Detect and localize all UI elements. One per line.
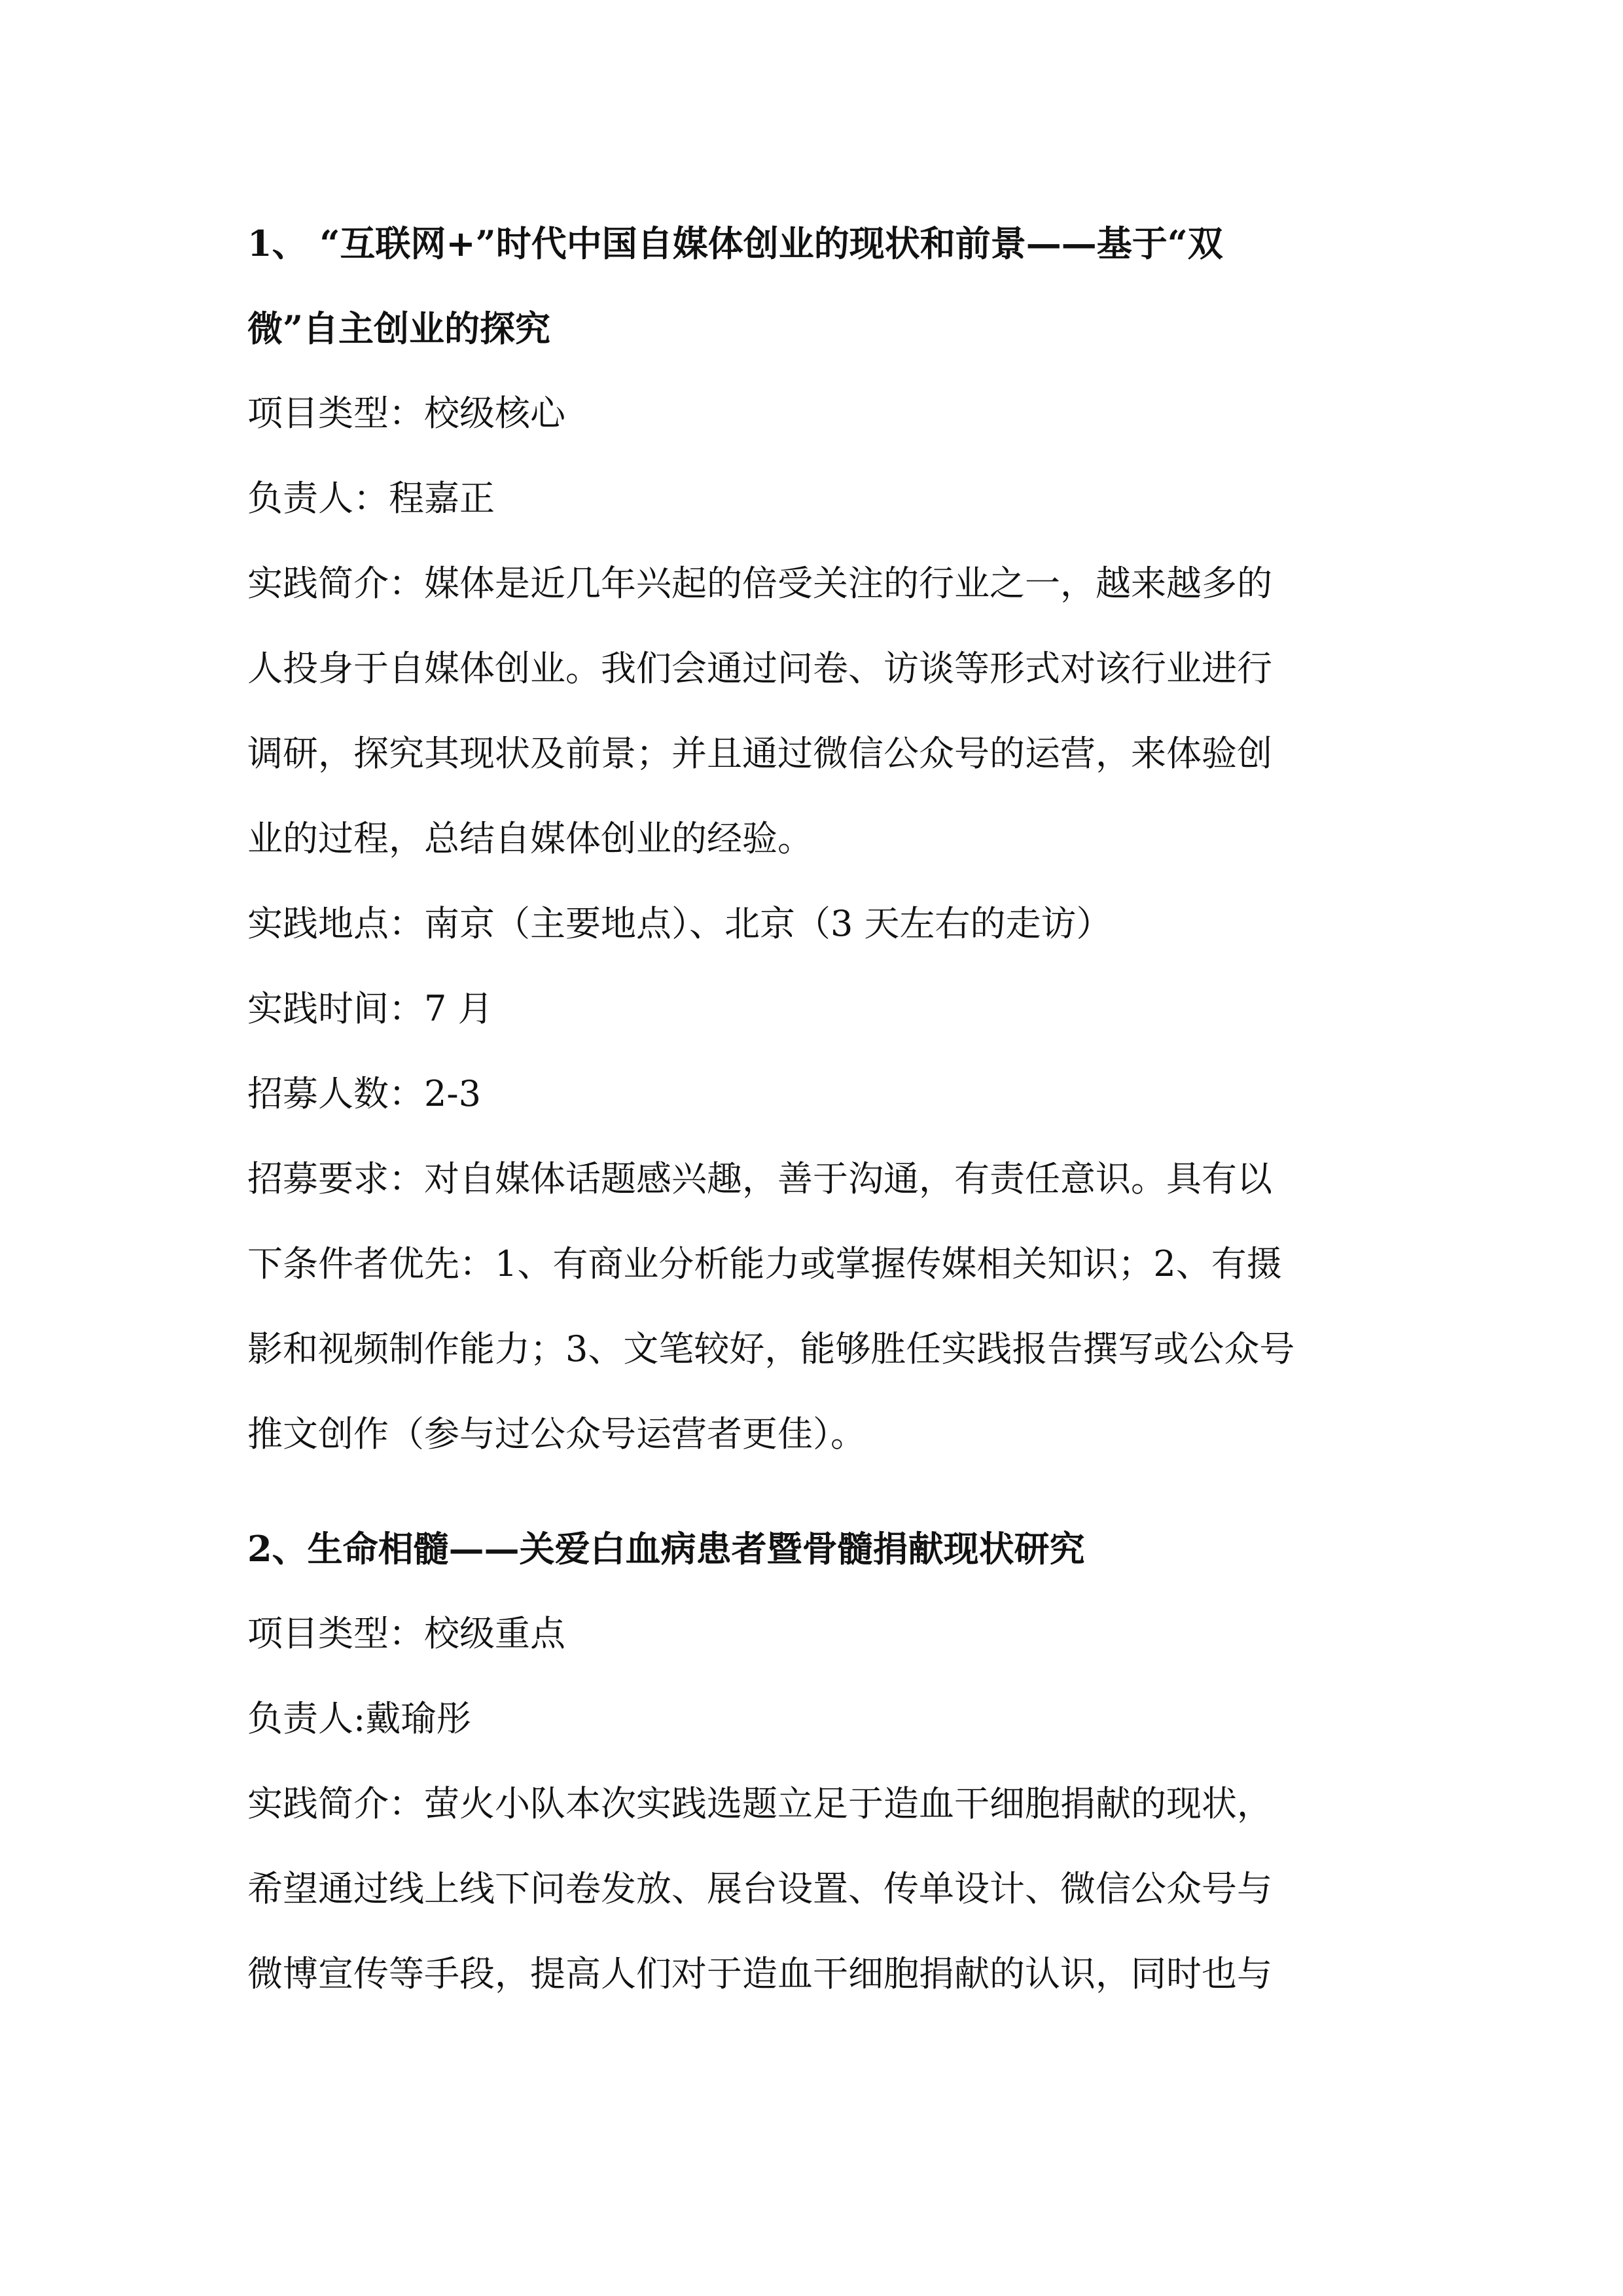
project-intro-line: 调研，探究其现状及前景；并且通过微信公众号的运营，来体验创 [247, 733, 1272, 774]
project-type: 项目类型：校级重点 [247, 1613, 565, 1654]
recruit-requirements-line: 下条件者优先：1、有商业分析能力或掌握传媒相关知识；2、有摄 [247, 1243, 1282, 1284]
project-intro-line: 人投身于自媒体创业。我们会通过问卷、访谈等形式对该行业进行 [247, 648, 1272, 689]
project-time: 实践时间：7 月 [247, 988, 493, 1029]
recruit-requirements-line: 推文创作（参与过公众号运营者更佳）。 [247, 1413, 866, 1455]
project-location: 实践地点：南京（主要地点）、北京（3 天左右的走访） [247, 903, 1112, 944]
project-intro-line: 实践简介：媒体是近几年兴起的倍受关注的行业之一，越来越多的 [247, 563, 1272, 604]
project-intro-line: 实践简介：萤火小队本次实践选题立足于造血干细胞捐献的现状， [247, 1783, 1272, 1824]
project-leader: 负责人:戴瑜彤 [247, 1698, 472, 1739]
recruit-requirements-line: 招募要求：对自媒体话题感兴趣，善于沟通，有责任意识。具有以 [247, 1158, 1272, 1199]
project-intro-line: 希望通过线上线下问卷发放、展台设置、传单设计、微信公众号与 [247, 1868, 1272, 1909]
project-intro-line: 微博宣传等手段，提高人们对于造血干细胞捐献的认识，同时也与 [247, 1953, 1272, 1994]
project-leader: 负责人：程嘉正 [247, 478, 495, 519]
project-type: 项目类型：校级核心 [247, 393, 565, 434]
section-title-line: 微”自主创业的探究 [247, 308, 551, 349]
section-title-line: 2、生命相髓——关爱白血病患者暨骨髓捐献现状研究 [247, 1528, 1085, 1570]
project-intro-line: 业的过程，总结自媒体创业的经验。 [247, 818, 813, 859]
recruit-requirements-line: 影和视频制作能力；3、文笔较好，能够胜任实践报告撰写或公众号 [247, 1328, 1295, 1369]
section-title-line: 1、 “互联网+”时代中国自媒体创业的现状和前景——基于“双 [247, 222, 1223, 264]
recruit-count: 招募人数：2-3 [247, 1073, 481, 1114]
